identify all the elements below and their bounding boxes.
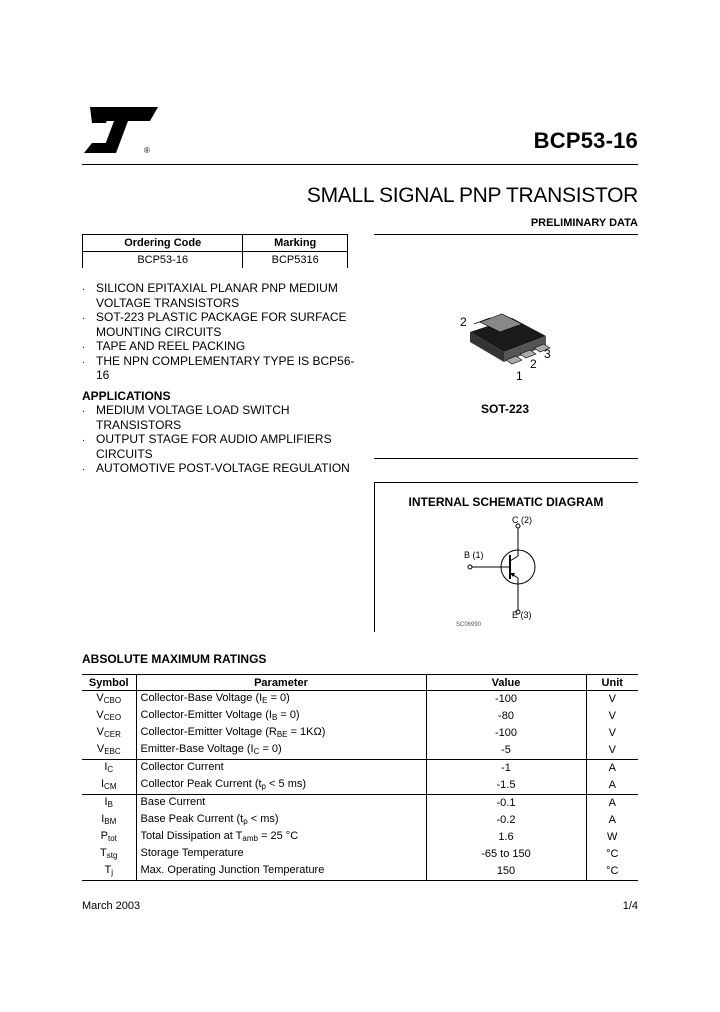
- value-cell: 150: [426, 863, 586, 881]
- symbol-cell: $V_{CEO}$: [96, 709, 122, 722]
- unit-cell: A: [586, 795, 638, 813]
- symbol-cell: $T_{stg}$: [100, 847, 118, 860]
- unit-cell: V: [586, 691, 638, 709]
- ratings-row: [82, 846, 638, 863]
- unit-cell: A: [586, 777, 638, 795]
- ratings-table: [82, 674, 638, 881]
- unit-header: Unit: [586, 675, 638, 691]
- ratings-row: [82, 829, 638, 846]
- value-cell: -100: [426, 691, 586, 709]
- parameter-cell: Base Peak Current $(t_p < ms)$: [136, 812, 426, 829]
- header-rule: [82, 164, 638, 165]
- symbol-header: Symbol: [82, 675, 136, 691]
- marking-header: Marking: [243, 235, 348, 252]
- value-cell: -80: [426, 708, 586, 725]
- value-cell: -65 to 150: [426, 846, 586, 863]
- ratings-row: [82, 795, 638, 813]
- parameter-cell: Max. Operating Junction Temperature: [136, 863, 426, 881]
- unit-cell: °C: [586, 863, 638, 881]
- part-number: BCP53-16: [533, 128, 638, 153]
- document-title: SMALL SIGNAL PNP TRANSISTOR: [306, 184, 638, 207]
- ratings-title: ABSOLUTE MAXIMUM RATINGS: [82, 652, 267, 666]
- base-label: B (1): [464, 550, 484, 560]
- ratings-row: [82, 708, 638, 725]
- unit-cell: A: [586, 812, 638, 829]
- parameter-cell: Collector-Base Voltage $(I_E = 0)$: [136, 691, 426, 709]
- marking-cell: BCP5316: [243, 252, 348, 269]
- unit-cell: °C: [586, 846, 638, 863]
- symbol-cell: $I_{CM}$: [100, 778, 117, 791]
- applications-heading: APPLICATIONS: [82, 388, 171, 403]
- sot223-package-image: [450, 310, 570, 385]
- transistor-schematic-image: [450, 510, 560, 630]
- application-item: ․ AUTOMOTIVE POST-VOLTAGE REGULATION: [82, 461, 362, 476]
- value-cell: -5: [426, 742, 586, 760]
- parameter-cell: Collector-Emitter Voltage $(I_B = 0)$: [136, 708, 426, 725]
- symbol-cell: $P_{tot}$: [100, 830, 117, 843]
- feature-item: ․ TAPE AND REEL PACKING: [82, 339, 362, 354]
- unit-cell: W: [586, 829, 638, 846]
- application-item: ․ MEDIUM VOLTAGE LOAD SWITCH TRANSISTORS: [82, 403, 362, 432]
- ratings-row: [82, 760, 638, 778]
- pin-label: 1: [516, 369, 523, 383]
- emitter-label: E (3): [512, 610, 532, 620]
- symbol-cell: $I_B$: [82, 795, 136, 813]
- svg-text:®: ®: [144, 146, 150, 155]
- ordering-table: [82, 234, 348, 268]
- parameter-cell: Collector-Emitter Voltage $(R_{BE} = 1K\Omega)$: [136, 725, 426, 742]
- package-rule-bottom: [374, 458, 638, 459]
- feature-item: ․ SILICON EPITAXIAL PLANAR PNP MEDIUM VOLTAGE TRANSISTORS: [82, 281, 362, 310]
- value-cell: -0.2: [426, 812, 586, 829]
- package-label: SOT-223: [480, 402, 530, 416]
- symbol-cell: $V_{EBC}$: [96, 743, 121, 756]
- ratings-row: [82, 691, 638, 709]
- ratings-row: [82, 742, 638, 760]
- unit-cell: V: [586, 742, 638, 760]
- ratings-row: [82, 725, 638, 742]
- value-cell: 1.6: [426, 829, 586, 846]
- symbol-cell: $V_{CER}$: [96, 726, 121, 739]
- feature-item: ․ SOT-223 PLASTIC PACKAGE FOR SURFACE MOUNTING CIRCUITS: [82, 310, 362, 339]
- collector-label: C (2): [512, 515, 532, 525]
- parameter-cell: Emitter-Base Voltage $(I_C = 0)$: [136, 742, 426, 760]
- footer-page: 1/4: [622, 900, 638, 912]
- ratings-row: [82, 863, 638, 881]
- ratings-row: [82, 777, 638, 795]
- ordering-code-header: Ordering Code: [83, 235, 243, 252]
- parameter-cell: Collector Peak Current ($t_p < 5$ ms): [136, 777, 426, 795]
- schematic-code: SC06990: [456, 622, 482, 628]
- parameter-header: Parameter: [136, 675, 426, 691]
- pin-label: 2: [530, 357, 537, 371]
- ratings-row: [82, 812, 638, 829]
- value-header: Value: [426, 675, 586, 691]
- features-list: [82, 281, 362, 476]
- status-label: PRELIMINARY DATA: [530, 217, 638, 229]
- parameter-cell: Total Dissipation at $T_{amb} = 25$ °C: [136, 829, 426, 846]
- pin-label: 3: [544, 347, 551, 361]
- feature-item: ․ THE NPN COMPLEMENTARY TYPE IS BCP56-16: [82, 354, 362, 383]
- unit-cell: V: [586, 725, 638, 742]
- value-cell: -0.1: [426, 795, 586, 813]
- value-cell: -1.5: [426, 777, 586, 795]
- footer-date: March 2003: [82, 900, 141, 912]
- parameter-cell: Collector Current: [136, 760, 426, 778]
- package-rule-top: [374, 234, 638, 235]
- schematic-title: INTERNAL SCHEMATIC DIAGRAM: [408, 495, 604, 509]
- parameter-cell: Storage Temperature: [136, 846, 426, 863]
- symbol-cell: $I_C$: [82, 760, 136, 778]
- symbol-cell: $I_{BM}$: [101, 813, 117, 826]
- symbol-cell: $V_{CBO}$: [96, 692, 122, 705]
- application-item: ․ OUTPUT STAGE FOR AUDIO AMPLIFIERS CIRCUITS: [82, 432, 362, 461]
- parameter-cell: Base Current: [136, 795, 426, 813]
- value-cell: -1: [426, 760, 586, 778]
- unit-cell: V: [586, 708, 638, 725]
- value-cell: -100: [426, 725, 586, 742]
- st-logo: [84, 107, 160, 157]
- symbol-cell: $T_j$: [82, 863, 136, 881]
- pin-label: 2: [460, 315, 467, 329]
- unit-cell: A: [586, 760, 638, 778]
- ordering-code-cell: BCP53-16: [83, 252, 243, 269]
